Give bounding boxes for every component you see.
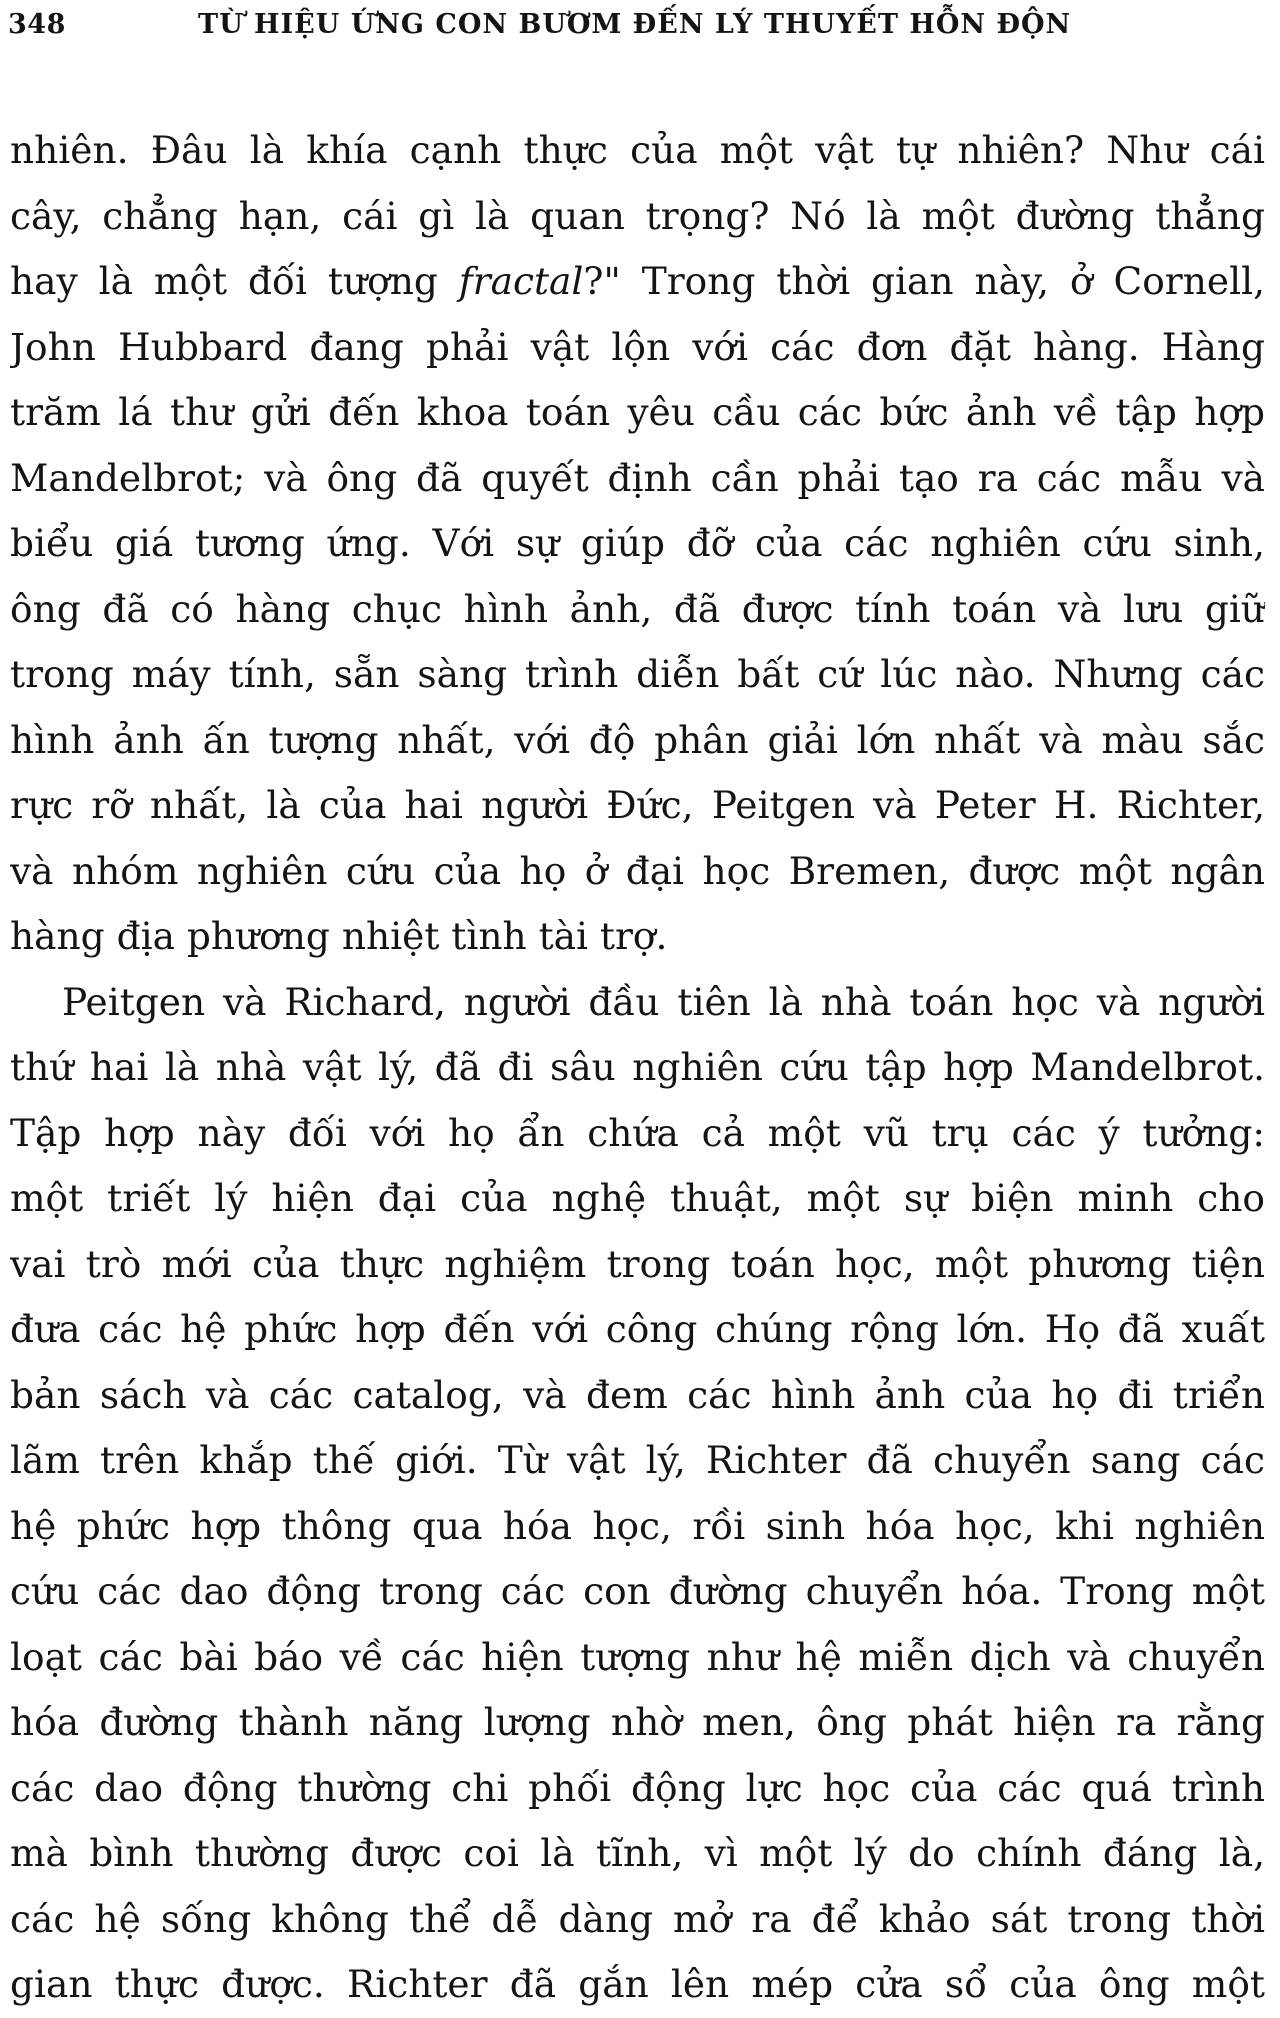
text-line: một triết lý hiện đại của nghệ thuật, một sự biện minh cho xyxy=(10,1176,1265,1220)
text-line: và nhóm nghiên cứu của họ ở đại học Bremen, được một ngân xyxy=(10,848,1265,893)
text-line: các hệ sống không thể dễ dàng mở ra để khảo sát trong thời xyxy=(10,1896,1265,1941)
running-title: TỪ HIỆU ỨNG CON BƯƠM ĐẾN LÝ THUYẾT HỖN ĐỘN xyxy=(198,8,1072,40)
text-line: trăm lá thư gửi đến khoa toán yêu cầu các bức ảnh về tập hợp xyxy=(10,390,1265,434)
page-number: 348 xyxy=(8,8,66,40)
text-line: cây, chẳng hạn, cái gì là quan trọng? Nó là một đường thẳng xyxy=(10,193,1265,238)
text-line: đưa các hệ phức hợp đến với công chúng rộng lớn. Họ đã xuất xyxy=(10,1307,1265,1351)
text-line: John Hubbard đang phải vật lộn với các đơn đặt hàng. Hàng xyxy=(10,324,1265,369)
text-line: hình ảnh ấn tượng nhất, với độ phân giải lớn nhất và màu sắc xyxy=(10,717,1265,762)
text-line: các dao động thường chi phối động lực học của các quá trình xyxy=(10,1765,1265,1810)
running-header xyxy=(8,4,1260,44)
text-line: biểu giá tương ứng. Với sự giúp đỡ của các nghiên cứu sinh, xyxy=(10,521,1265,565)
text-line: Tập hợp này đối với họ ẩn chứa cả một vũ trụ các ý tưởng: xyxy=(10,1110,1265,1155)
text-line: Mandelbrot; và ông đã quyết định cần phải tạo ra các mẫu và xyxy=(10,455,1265,500)
text-line: loạt các bài báo về các hiện tượng như hệ miễn dịch và chuyển xyxy=(10,1634,1265,1679)
paragraph xyxy=(10,970,1265,2018)
text-line: bản sách và các catalog, và đem các hình ảnh của họ đi triển xyxy=(10,1372,1265,1417)
text-line: hàng địa phương nhiệt tình tài trợ. xyxy=(10,914,668,958)
text-line: trong máy tính, sẵn sàng trình diễn bất cứ lúc nào. Nhưng các xyxy=(10,652,1265,696)
text-line: hóa đường thành năng lượng nhờ men, ông phát hiện ra rằng xyxy=(10,1700,1265,1744)
text-line: thứ hai là nhà vật lý, đã đi sâu nghiên cứu tập hợp Mandelbrot. xyxy=(10,1045,1265,1089)
text-line: hệ phức hợp thông qua hóa học, rồi sinh hóa học, khi nghiên xyxy=(10,1503,1265,1548)
text-line: hay là một đối tượng fractal?" Trong thời gian này, ở Cornell, xyxy=(10,259,1265,303)
italic-term: fractal xyxy=(458,259,584,303)
text-line: nhiên. Đâu là khía cạnh thực của một vật tự nhiên? Như cái xyxy=(10,128,1265,172)
text-line: vai trò mới của thực nghiệm trong toán học, một phương tiện xyxy=(10,1241,1265,1286)
text-line: rực rỡ nhất, là của hai người Đức, Peitgen và Peter H. Richter, xyxy=(10,783,1265,827)
text-line: lãm trên khắp thế giới. Từ vật lý, Richter đã chuyển sang các xyxy=(10,1438,1265,1482)
text-line: mà bình thường được coi là tĩnh, vì một lý do chính đáng là, xyxy=(10,1831,1265,1875)
text-line: Peitgen và Richard, người đầu tiên là nhà toán học và người xyxy=(62,979,1265,1024)
text-line: gian thực được. Richter đã gắn lên mép cửa sổ của ông một xyxy=(10,1962,1265,2006)
text-line: ông đã có hàng chục hình ảnh, đã được tính toán và lưu giữ xyxy=(10,586,1265,631)
paragraph xyxy=(10,118,1265,970)
text-line: cứu các dao động trong các con đường chuyển hóa. Trong một xyxy=(10,1569,1265,1613)
body-text xyxy=(10,118,1265,2018)
